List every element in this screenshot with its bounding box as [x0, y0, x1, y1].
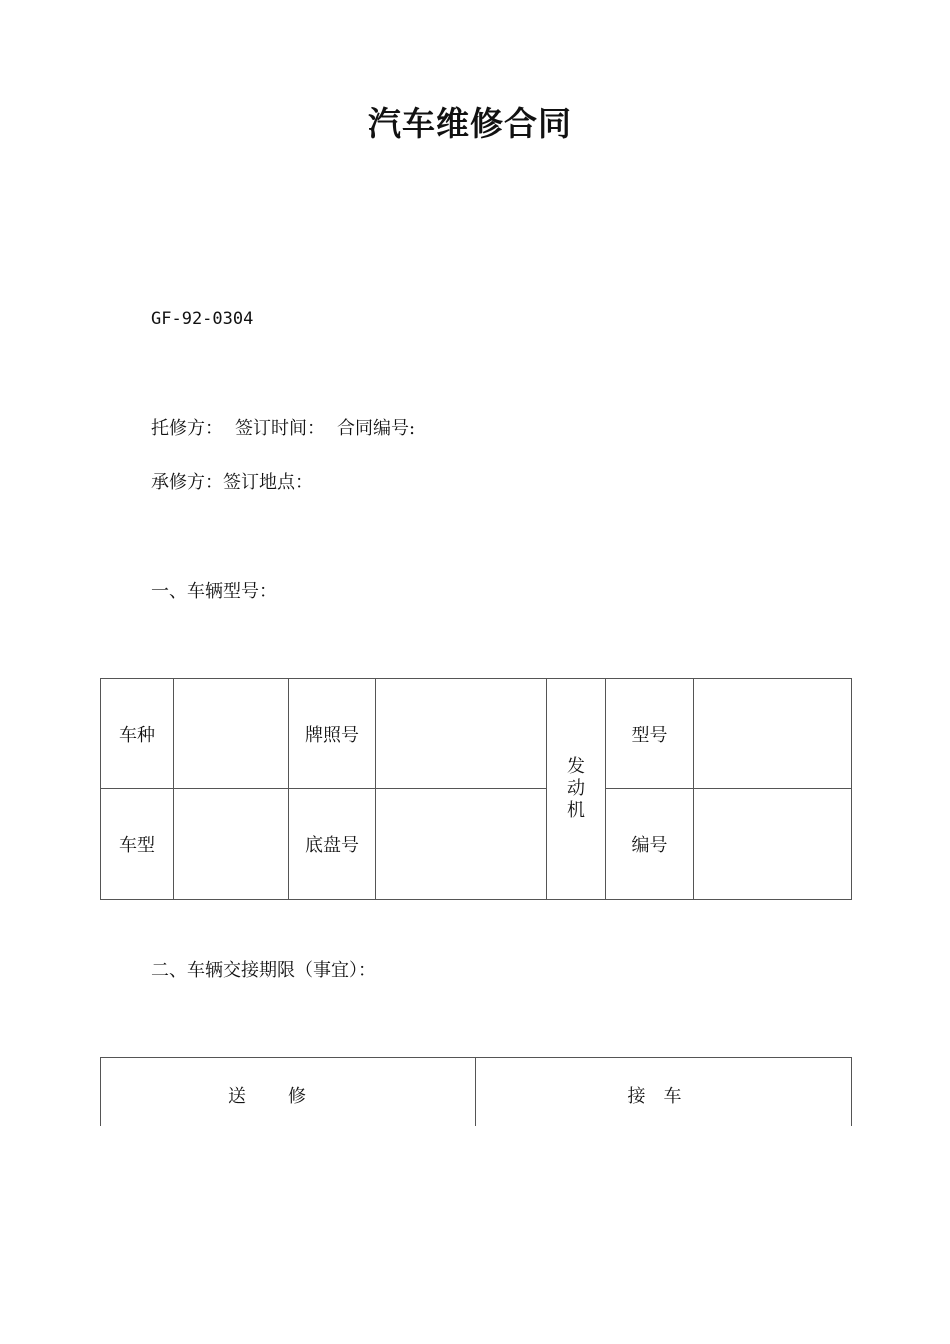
- serial-no-value: [694, 789, 852, 900]
- document-title: 汽车维修合同: [368, 104, 572, 143]
- plate-no-value: [376, 679, 547, 789]
- contract-no-label: 合同编号:: [337, 418, 416, 439]
- section-1-heading: 一、车辆型号：: [151, 581, 277, 602]
- engine-label: 发动机: [567, 756, 585, 821]
- sign-time-label: 签订时间：: [235, 418, 325, 439]
- vehicle-info-table: [100, 678, 852, 900]
- parties-line-2: [151, 468, 313, 494]
- repairer-label: 承修方：: [151, 472, 223, 493]
- handover-table: [100, 1057, 852, 1126]
- table-row: [101, 789, 852, 900]
- vehicle-kind-label: 车种: [101, 679, 174, 789]
- send-repair-cell: [101, 1058, 476, 1126]
- plate-no-label: 牌照号: [289, 679, 376, 789]
- table-row: [101, 1058, 852, 1126]
- parties-line-1: [151, 414, 415, 440]
- vehicle-kind-value: [174, 679, 289, 789]
- vehicle-model-value: [174, 789, 289, 900]
- send-repair-label: 送修: [228, 1086, 348, 1107]
- chassis-no-label: 底盘号: [289, 789, 376, 900]
- pickup-cell: [476, 1058, 852, 1126]
- contract-code: GF-92-0304: [151, 309, 254, 329]
- table-row: [101, 679, 852, 789]
- client-label: 托修方：: [151, 418, 223, 439]
- model-no-value: [694, 679, 852, 789]
- model-no-label: 型号: [606, 679, 694, 789]
- sign-place-label: 签订地点：: [223, 472, 313, 493]
- section-2-heading: 二、车辆交接期限（事宜）：: [151, 960, 376, 981]
- chassis-no-value: [376, 789, 547, 900]
- engine-cell: [547, 679, 606, 900]
- pickup-label: 接车: [627, 1086, 700, 1107]
- vehicle-model-label: 车型: [101, 789, 174, 900]
- serial-no-label: 编号: [606, 789, 694, 900]
